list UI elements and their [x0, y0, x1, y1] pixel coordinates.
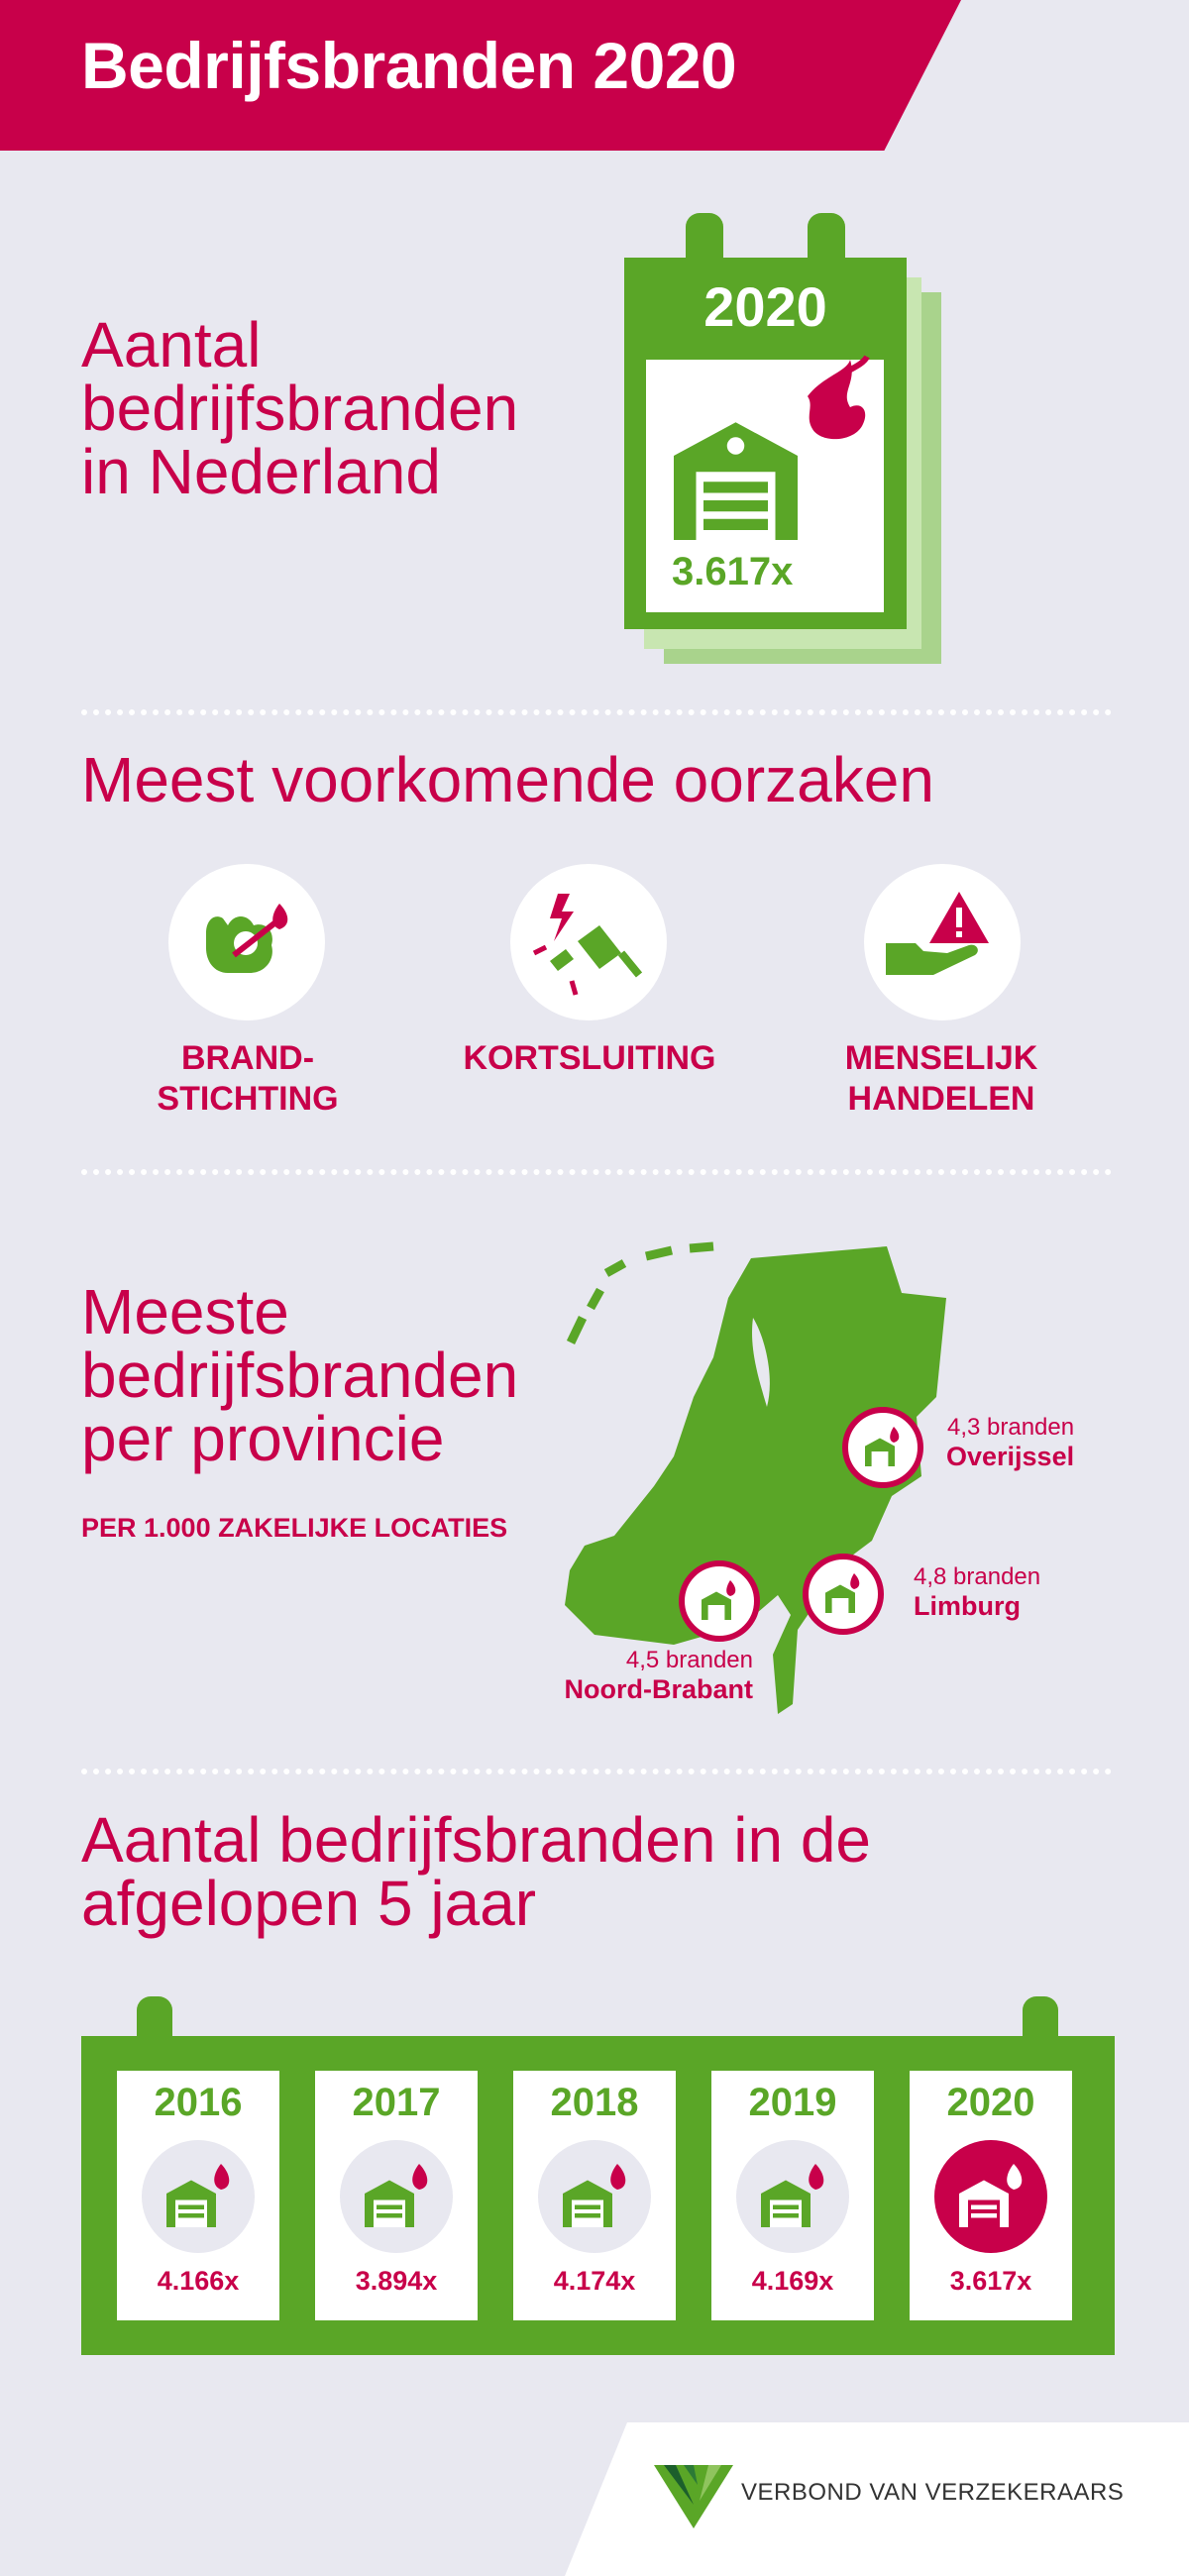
- section3-subheading: PER 1.000 ZAKELIJKE LOCATIES: [81, 1513, 508, 1543]
- cause-shortcircuit-label: KORTSLUITING: [463, 1039, 716, 1077]
- year-card-2019: 2019 4.169x: [711, 2071, 874, 2320]
- building-fire-icon: [340, 2140, 453, 2253]
- province-overijssel: 4,3 branden Overijssel: [946, 1414, 1075, 1471]
- overijssel-marker: [842, 1407, 923, 1488]
- section2-heading: Meest voorkomende oorzaken: [81, 744, 934, 815]
- building-fire-icon: [736, 2140, 849, 2253]
- building-fire-icon: [142, 2140, 255, 2253]
- building-fire-icon: [934, 2140, 1047, 2253]
- noord-brabant-marker: [679, 1560, 760, 1642]
- divider: [81, 709, 1112, 715]
- hand-warning-icon: [864, 864, 1021, 1020]
- cause-arson-label: BRAND- STICHTING: [157, 1039, 339, 1118]
- calendar-count: 3.617x: [672, 550, 794, 593]
- province-noord-brabant: 4,5 branden Noord-Brabant: [564, 1647, 753, 1704]
- page-title: Bedrijfsbranden 2020: [81, 29, 737, 102]
- cause-human-label: MENSELIJK HANDELEN: [844, 1039, 1038, 1118]
- cause-human-circle: [864, 864, 1021, 1020]
- cause-shortcircuit-circle: [510, 864, 667, 1020]
- divider: [81, 1169, 1112, 1175]
- year-card-2017: 2017 3.894x: [315, 2071, 478, 2320]
- verbond-logo-icon: [654, 2465, 733, 2528]
- year-card-2018: 2018 4.174x: [513, 2071, 676, 2320]
- hand-with-match-icon: [168, 864, 325, 1020]
- limburg-marker: [803, 1554, 884, 1635]
- divider: [81, 1769, 1112, 1774]
- calendar-icon: [624, 213, 941, 669]
- year-card-2016: 2016 4.166x: [117, 2071, 279, 2320]
- section1-heading: Aantal bedrijfsbranden in Nederland: [81, 309, 519, 507]
- calendar-year: 2020: [703, 275, 827, 338]
- building-fire-icon: [538, 2140, 651, 2253]
- section4-heading: Aantal bedrijfsbranden in de afgelopen 5 jaar: [81, 1804, 871, 1939]
- broken-plug-icon: [510, 864, 667, 1020]
- cause-arson-circle: [168, 864, 325, 1020]
- year-card-2020: 2020 3.617x: [910, 2071, 1072, 2320]
- section3-heading: Meeste bedrijfsbranden per provincie: [81, 1276, 519, 1474]
- province-limburg: 4,8 branden Limburg: [914, 1563, 1041, 1621]
- footer-logo-text: VERBOND VAN VERZEKERAARS: [741, 2479, 1125, 2506]
